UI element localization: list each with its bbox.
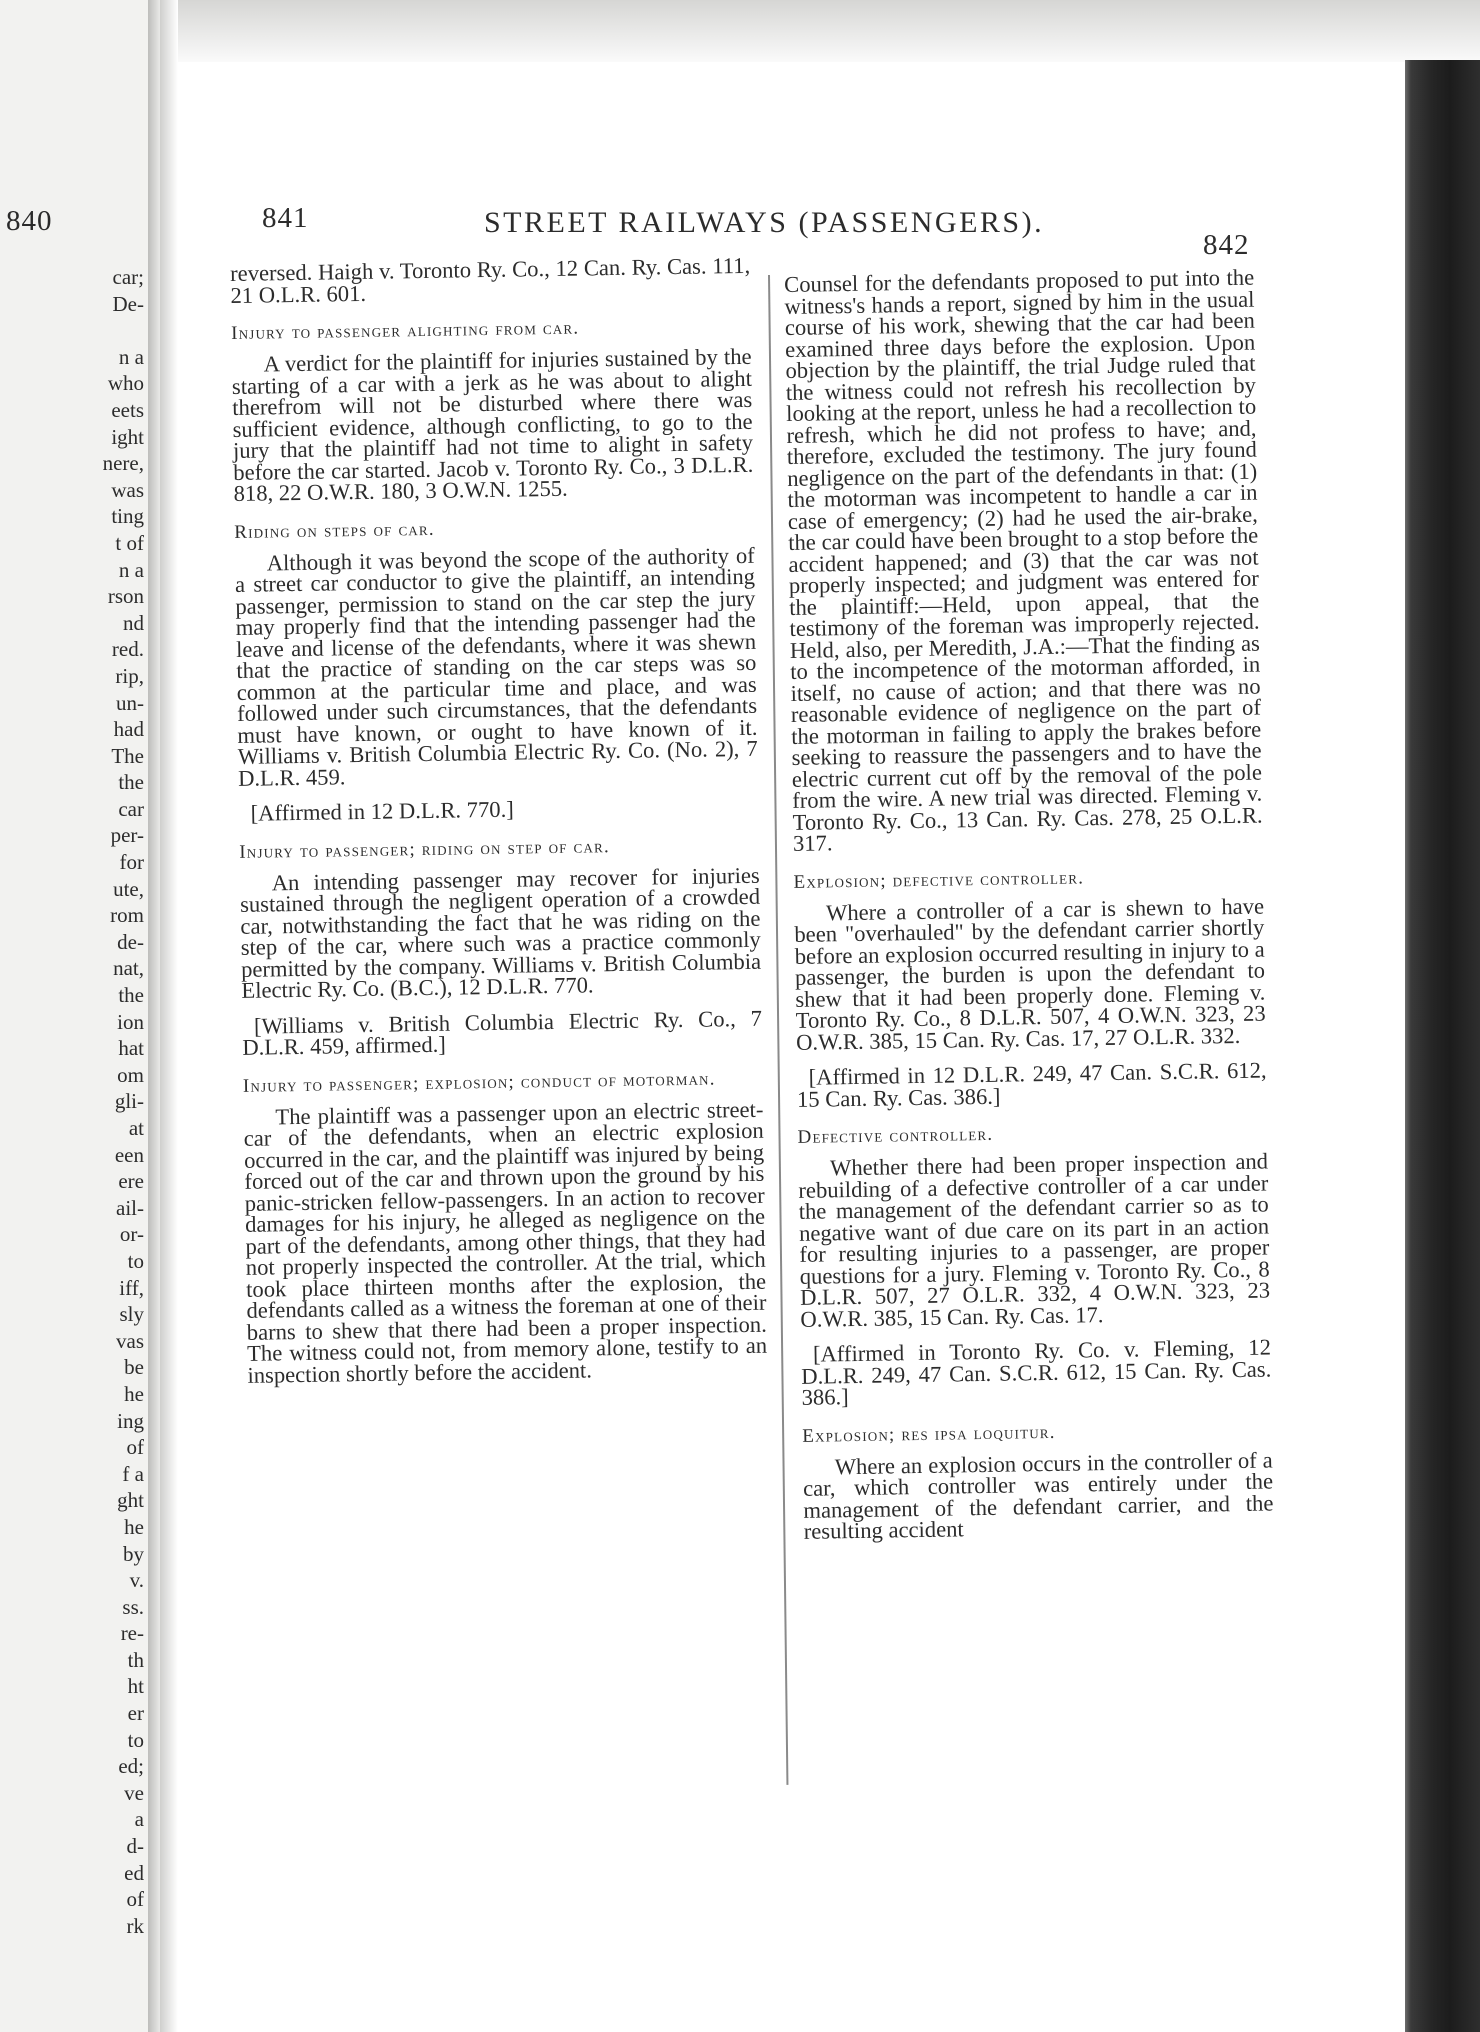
margin-fragment: ion — [117, 1009, 144, 1034]
margin-fragment: he — [124, 1381, 144, 1406]
margin-fragment: een — [114, 1142, 144, 1167]
section-heading: Injury to passenger; riding on step of car. — [239, 835, 611, 863]
margin-fragment: rk — [126, 1913, 144, 1938]
margin-fragment: iff, — [119, 1275, 144, 1300]
left-column — [229, 252, 768, 1400]
margin-fragment: om — [117, 1062, 144, 1087]
margin-fragment: d- — [126, 1834, 144, 1859]
margin-fragment: car; — [112, 265, 144, 289]
book-page-edge — [1405, 60, 1480, 2032]
margin-fragment: ght — [117, 1488, 144, 1513]
section-heading: Riding on steps of car. — [234, 518, 435, 543]
margin-fragment: ere — [118, 1169, 144, 1194]
margin-fragment: rom — [110, 903, 144, 928]
margin-fragment: was — [111, 477, 144, 502]
running-title: STREET RAILWAYS (PASSENGERS). — [484, 206, 1045, 239]
top-shadow — [160, 0, 1480, 62]
book-gutter — [148, 0, 160, 2032]
margin-fragment: ute, — [113, 876, 144, 901]
margin-fragment: de- — [117, 929, 144, 954]
margin-fragment: ail- — [116, 1195, 144, 1220]
margin-fragment: ed — [124, 1860, 144, 1885]
margin-fragment: who — [107, 371, 144, 396]
margin-fragment: a — [134, 1807, 144, 1832]
margin-fragment: had — [113, 717, 144, 742]
margin-fragment: re- — [120, 1621, 144, 1646]
margin-fragment: er — [127, 1701, 144, 1726]
margin-fragment: the — [118, 770, 144, 795]
section-heading: Explosion; defective controller. — [793, 866, 1085, 893]
affirmed-note: [Affirmed in 12 D.L.R. 249, 47 Can. S.C.R. 612, 15 Can. Ry. Cas. 386.] — [796, 1057, 1267, 1112]
margin-fragment: n a — [118, 557, 144, 582]
paragraph: Where an explosion occurs in the controller of a car, which controller was entirely under the management of the defendant carrier, and the resulting accident — [802, 1446, 1274, 1544]
paragraph: The plaintiff was a passenger upon an electric street-car of the defendants, when an electric explosion occurred in the car, and the plaintiff was injured by being forced out of the car and thrown upon the ground by his panic-stricken fellow-passengers. In an action to recover damages for his injury, he alleged as negligence on the part of the defendants, among other things, that they had not properly inspected the controller. At the trial, which took place thirteen months after the explosion, the defendants called as a witness the foreman at one of their barns to shew that there had been a proper inspection. The witness could not, from memory alone, testify to an inspection shortly before the accident. — [243, 1096, 768, 1388]
margin-fragment: f a — [122, 1461, 144, 1486]
previous-page-margin-text — [6, 264, 148, 1939]
margin-fragment: car — [118, 796, 144, 821]
margin-fragment — [6, 317, 144, 344]
margin-fragment: ht — [127, 1674, 144, 1699]
margin-fragment: un- — [116, 690, 144, 715]
margin-fragment: nd — [123, 610, 144, 635]
margin-fragment: to — [127, 1248, 144, 1273]
margin-fragment: per- — [110, 823, 144, 848]
margin-fragment: v. — [129, 1568, 144, 1593]
margin-fragment: ing — [117, 1408, 144, 1433]
paragraph-continued: reversed. Haigh v. Toronto Ry. Co., 12 Can. Ry. Cas. 111, 21 O.L.R. 601. — [229, 252, 751, 308]
margin-fragment: be — [124, 1355, 144, 1380]
section-heading: Defective controller. — [797, 1123, 994, 1148]
paragraph: A verdict for the plaintiff for injuries sustained by the starting of a car with a jerk as he was about to alight therefrom will not be disturbed where there was sufficient evidence, although conflicting, to go to the jury that the plaintiff had not time to alight in safety before the car started. Jacob v. Toronto Ry. Co., 3 D.L.R. 818, 22 O.W.R. 180, 3 O.W.N. 1255. — [231, 343, 754, 506]
margin-fragment: ight — [111, 424, 144, 449]
section-heading: Explosion; res ipsa loquitur. — [802, 1421, 1056, 1447]
paragraph: An intending passenger may recover for injuries sustained through the negligent operation of a crowded car, notwithstanding the fact that he was riding on the step of the car, where such was a practice commonly permitted by the company. Williams v. British Columbia Electric Ry. Co. (B.C.), 12 D.L.R. 770. — [239, 862, 762, 1003]
margin-fragment: De- — [112, 291, 144, 316]
page-number-left: 841 — [262, 202, 309, 234]
page-number-right: 842 — [1203, 229, 1250, 261]
margin-fragment: th — [127, 1647, 144, 1672]
margin-fragment: hat — [118, 1036, 144, 1061]
previous-page-number: 840 — [6, 205, 53, 237]
section-heading: Injury to passenger alighting from car. — [230, 317, 580, 344]
margin-fragment: ting — [111, 504, 144, 529]
margin-fragment: The — [111, 743, 144, 768]
margin-fragment: ve — [124, 1780, 144, 1805]
margin-fragment: red. — [111, 637, 144, 662]
margin-fragment: by — [123, 1541, 144, 1566]
margin-fragment: at — [128, 1116, 144, 1140]
margin-fragment: n a — [118, 344, 144, 369]
column-divider — [768, 275, 788, 1785]
previous-page — [0, 0, 151, 2032]
affirmed-note: [Williams v. British Columbia Electric Ry. Co., 7 D.L.R. 459, affirmed.] — [242, 1005, 763, 1060]
margin-fragment: ed; — [118, 1754, 144, 1779]
margin-fragment: nat, — [113, 956, 144, 981]
paragraph: Although it was beyond the scope of the authority of a street car conductor to give the plaintiff, an intending passenger, permission to stand on the car step the jury may properly find that the intending passenger had the leave and license of the defendants, where it was shewn that the practice of standing on the car steps was so common at the particular time and place, and was followed under such circumstances, that the defendants must have known, or ought to have known of it. Williams v. British Columbia Electric Ry. Co. (No. 2), 7 D.L.R. 459. — [234, 542, 758, 791]
margin-fragment: of — [126, 1887, 144, 1912]
margin-fragment: gli- — [114, 1089, 144, 1114]
affirmed-note: [Affirmed in 12 D.L.R. 770.] — [250, 796, 514, 826]
margin-fragment: ss. — [122, 1594, 144, 1619]
margin-fragment: the — [118, 983, 144, 1008]
affirmed-note: [Affirmed in Toronto Ry. Co. v. Fleming, 12 D.L.R. 249, 47 Can. S.C.R. 612, 15 Can. Ry. Cas. 386.] — [801, 1334, 1272, 1410]
margin-fragment: of — [126, 1435, 144, 1460]
margin-fragment: nere, — [102, 451, 144, 476]
paragraph: Whether there had been proper inspection and rebuilding of a defective controller of a car under the management of the defendant carrier so as to negative want of due care on its part in an action for resulting injuries to a passenger, are proper questions for a jury. Fleming v. Toronto Ry. Co., 8 D.L.R. 507, 27 O.L.R. 332, 4 O.W.N. 323, 23 O.W.R. 385, 15 Can. Ry. Cas. 17. — [798, 1148, 1271, 1332]
margin-fragment: he — [124, 1514, 144, 1539]
margin-fragment: or- — [119, 1222, 144, 1247]
margin-fragment: t of — [115, 530, 144, 555]
section-heading: Injury to passenger; explosion; conduct of motorman. — [242, 1067, 716, 1097]
margin-fragment: sly — [119, 1302, 144, 1327]
margin-fragment: rip, — [115, 663, 144, 688]
margin-fragment: eets — [111, 397, 144, 422]
margin-fragment: rson — [107, 584, 144, 609]
margin-fragment: for — [119, 850, 144, 875]
margin-fragment: vas — [116, 1328, 144, 1353]
paragraph-continued: Counsel for the defendants proposed to put into the witness's hands a report, signed by him in the usual course of his work, shewing that the car had been examined three days before the explosion. Upon objection by the plaintiff, the trial Judge ruled that the witness could not refresh his recollection by looking at the report, unless he had a recollection to refresh, which he did not profess to have; and, therefore, excluded the testimony. The jury found negligence on the part of the defendants in that: (1) the motorman was incompetent to handle a car in case of emergency; (2) had he used the air-brake, the car could have been brought to a stop before the accident happened; and (3) that the car was not properly inspected; and judgment was entered for the plaintiff:—Held, upon appeal, that the testimony of the foreman was improperly rejected. Held, also, per Meredith, J.A.:—That the finding as to the incompetence of the motorman afforded, in itself, no cause of action; and that there was no reasonable evidence of negligence on the part of the motorman in failing to apply the brakes before seeking to reassure the passengers and to have the electric current cut off by the removal of the pole from the wire. A new trial was directed. Fleming v. Toronto Ry. Co., 13 Can. Ry. Cas. 278, 25 O.L.R. 317. — [783, 264, 1263, 856]
margin-fragment: to — [127, 1727, 144, 1752]
paragraph: Where a controller of a car is shewn to have been "overhauled" by the defendant carrier shortly before an explosion occurred resulting in injury to a passenger, the burden is upon the defendant to shew that it had been properly done. Fleming v. Toronto Ry. Co., 8 D.L.R. 507, 4 O.W.N. 323, 23 O.W.R. 385, 15 Can. Ry. Cas. 17, 27 O.L.R. 332. — [794, 893, 1266, 1055]
page-left-shadow — [160, 0, 178, 2032]
right-column — [783, 264, 1274, 1557]
